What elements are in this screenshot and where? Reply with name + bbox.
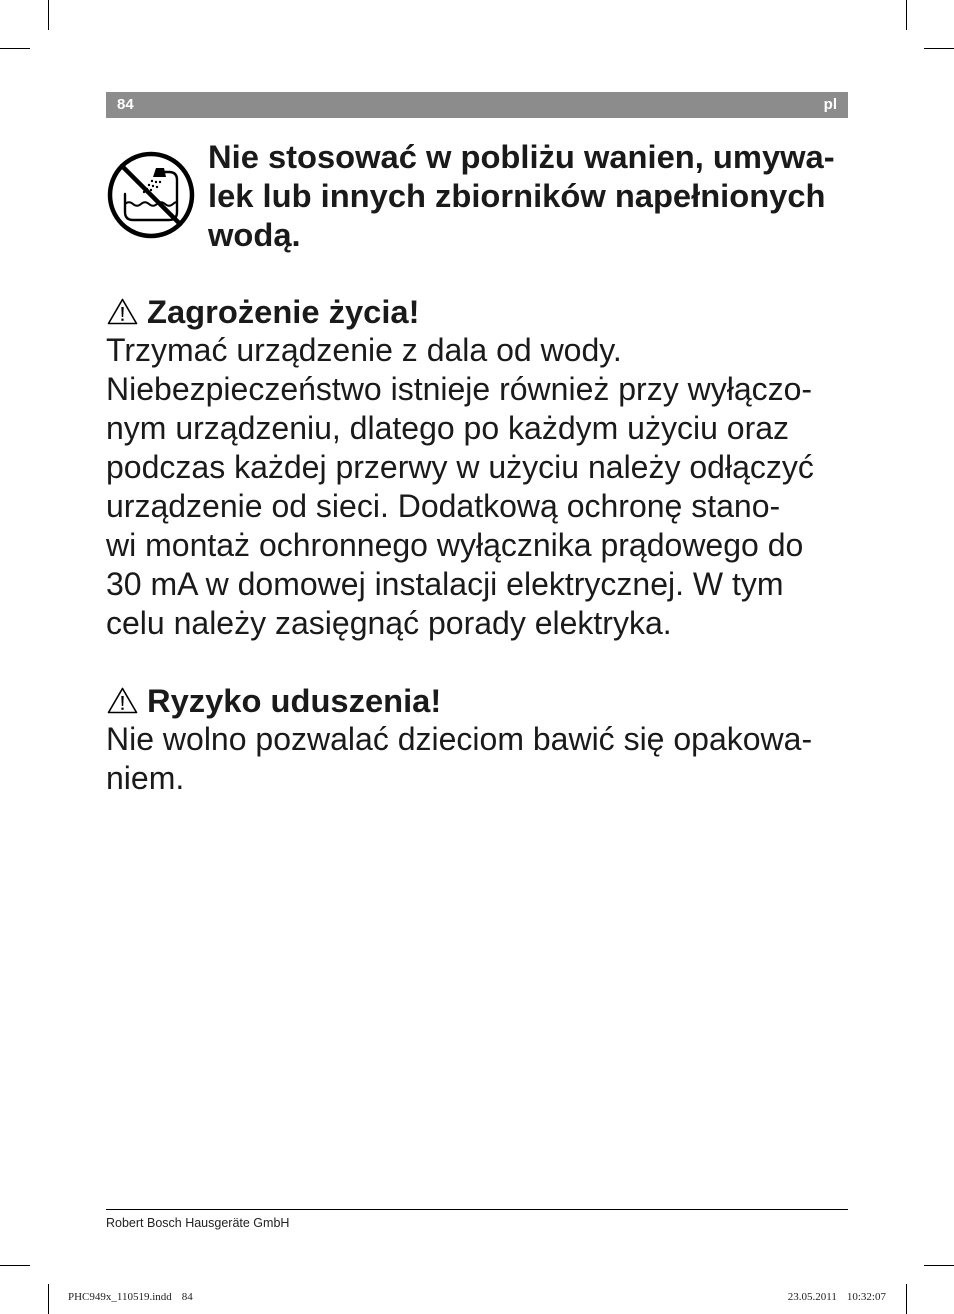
crop-mark-bottom-right-vertical: [906, 1284, 907, 1314]
footer-company-name: Robert Bosch Hausgeräte GmbH: [106, 1216, 290, 1230]
warning-text-line: niem.: [106, 760, 185, 796]
warning-suffocation: [106, 681, 848, 798]
warning-text-line: wi montaż ochronnego wyłącznika prądowego do: [106, 527, 804, 563]
warning-text-line: podczas każdej przerwy w użyciu należy odłączyć: [106, 449, 814, 485]
warning-text-line: 30 mA w domowej instalacji elektrycznej. W tym: [106, 566, 784, 602]
crop-mark-bottom-right-horizontal: [924, 1265, 954, 1266]
crop-mark-bottom-left-horizontal: [0, 1265, 30, 1266]
warning-text-line: urządzenie od sieci. Dodatkową ochronę stano-: [106, 488, 781, 524]
warning-danger-to-life: [106, 292, 848, 643]
crop-mark-bottom-left-vertical: [48, 1284, 49, 1314]
page-number: 84: [117, 96, 134, 113]
crop-mark-top-right-horizontal: [924, 48, 954, 49]
slug-time: 10:32:07: [846, 1291, 886, 1303]
warning-text-line: Trzymać urządzenie z dala od wody.: [106, 332, 622, 368]
warning-text-line: Nie wolno pozwalać dzieciom bawić się opakowa-: [106, 721, 813, 757]
warning-title: Zagrożenie życia!: [147, 293, 420, 330]
warning-text-line: celu należy zasięgnąć porady elektryka.: [106, 605, 672, 641]
crop-mark-top-right-vertical: [906, 0, 907, 30]
no-bathing-water-icon: [106, 150, 196, 240]
warning-text-line: Niebezpieczeństwo istnieje również przy wyłączo-: [106, 371, 813, 407]
warning-text-line: nym urządzeniu, dlatego po każdym użyciu oraz: [106, 410, 790, 446]
notice-line: Nie stosować w pobliżu wanien, umywa-: [208, 138, 835, 175]
warning-triangle-icon: [107, 687, 138, 714]
slug-file-name: PHC949x_110519.indd: [68, 1291, 172, 1303]
footer-divider: [106, 1209, 848, 1210]
crop-mark-top-left-horizontal: [0, 48, 30, 49]
warning-title: Ryzyko uduszenia!: [147, 682, 442, 719]
page-header-bar: [106, 92, 848, 118]
warning-title-row: [106, 292, 848, 331]
crop-mark-top-left-vertical: [48, 0, 49, 30]
warning-title-row: [106, 681, 848, 720]
slug-date: 23.05.2011: [787, 1291, 837, 1303]
warning-triangle-icon: [107, 298, 138, 325]
language-code: pl: [823, 96, 837, 113]
notice-heading: [208, 137, 835, 254]
print-slug-timestamp: [788, 1290, 886, 1304]
slug-page: 84: [181, 1291, 193, 1303]
print-slug-file: [68, 1290, 193, 1304]
notice-line: lek lub innych zbiorników napełnionych: [208, 177, 826, 214]
notice-line: wodą.: [208, 216, 301, 253]
